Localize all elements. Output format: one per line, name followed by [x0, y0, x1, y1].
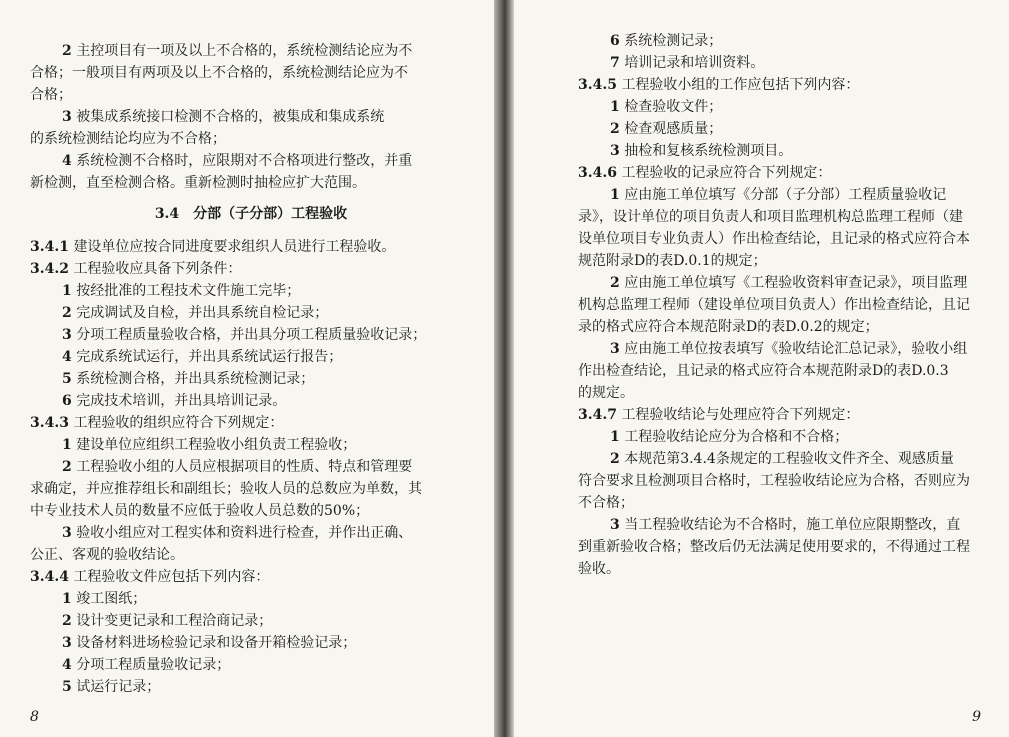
line-text: 分项工程质量验收合格，并出具分项工程质量验收记录； [76, 327, 427, 343]
clause-number: 2 [610, 451, 620, 467]
text-line [30, 40, 472, 62]
line-text: 合格； [30, 87, 72, 103]
text-line [30, 368, 472, 390]
line-text: 系统检测合格，并出具系统检测记录； [76, 371, 315, 387]
line-text: 被集成系统接口检测不合格的，被集成和集成系统 [76, 109, 385, 125]
clause-number: 3 [62, 109, 72, 125]
line-text: 完成调试及自检，并出具系统自检记录； [76, 305, 329, 321]
text-line [30, 610, 472, 632]
clause-number: 3.4.6 [578, 165, 617, 181]
text-line [578, 514, 987, 536]
clause-number: 3.4.3 [30, 415, 69, 431]
left-bottom-text [30, 236, 472, 698]
text-line [30, 500, 472, 522]
text-line [30, 676, 472, 698]
line-text: 完成技术培训，并出具培训记录。 [76, 393, 287, 409]
text-line [30, 566, 472, 588]
right-text [578, 30, 987, 580]
line-text: 完成系统试运行，并出具系统试运行报告； [76, 349, 343, 365]
clause-number: 1 [610, 429, 620, 445]
text-line [578, 250, 987, 272]
text-line [30, 346, 472, 368]
line-text: 竣工图纸； [76, 591, 147, 607]
book-gutter [494, 0, 514, 737]
text-line [30, 632, 472, 654]
clause-number: 3.4.2 [30, 261, 69, 277]
text-line [578, 96, 987, 118]
clause-number: 1 [62, 591, 72, 607]
line-text: 公正、客观的验收结论。 [30, 547, 184, 563]
clause-number: 3.4.4 [30, 569, 69, 585]
text-line [30, 302, 472, 324]
line-text: 工程验收的记录应符合下列规定： [621, 165, 832, 181]
text-line [30, 84, 472, 106]
line-text: 建设单位应组织工程验收小组负责工程验收； [76, 437, 357, 453]
clause-number: 1 [610, 99, 620, 115]
clause-number: 2 [610, 275, 620, 291]
clause-number: 1 [62, 437, 72, 453]
text-line [30, 324, 472, 346]
clause-number: 5 [62, 679, 72, 695]
text-line [578, 426, 987, 448]
right-page [514, 0, 1009, 737]
text-line [578, 382, 987, 404]
left-page [0, 0, 494, 737]
line-text: 系统检测不合格时，应限期对不合格项进行整改，并重 [76, 153, 413, 169]
line-text: 系统检测记录； [624, 33, 723, 49]
line-text: 录的格式应符合本规范附录D的表D.0.2的规定； [578, 319, 879, 335]
left-top-text [30, 40, 472, 194]
line-text: 检查观感质量； [624, 121, 723, 137]
line-text: 工程验收应具备下列条件： [73, 261, 242, 277]
clause-number: 6 [610, 33, 620, 49]
line-text: 的规定。 [578, 385, 634, 401]
clause-number: 5 [62, 371, 72, 387]
line-text: 培训记录和培训资料。 [624, 55, 765, 71]
text-line [578, 140, 987, 162]
line-text: 应由施工单位填写《分部（子分部）工程质量验收记 [624, 187, 947, 203]
text-line [578, 470, 987, 492]
line-text: 工程验收小组的工作应包括下列内容： [621, 77, 860, 93]
text-line [578, 558, 987, 580]
clause-number: 3 [62, 635, 72, 651]
clause-number: 3 [610, 341, 620, 357]
line-text: 工程验收小组的人员应根据项目的性质、特点和管理要 [76, 459, 413, 475]
line-text: 检查验收文件； [624, 99, 723, 115]
text-line [30, 128, 472, 150]
text-line [578, 52, 987, 74]
text-line [30, 654, 472, 676]
line-text: 符合要求且检测项目合格时，工程验收结论应为合格，否则应为 [578, 473, 970, 489]
clause-number: 3 [62, 327, 72, 343]
line-text: 求确定，并应推荐组长和副组长；验收人员的总数应为单数，其 [30, 481, 422, 497]
text-line [30, 150, 472, 172]
clause-number: 3.4.7 [578, 407, 617, 423]
clause-number: 3.4.5 [578, 77, 617, 93]
text-line [30, 236, 472, 258]
line-text: 设单位项目专业负责人）作出检查结论，且记录的格式应符合本 [578, 231, 970, 247]
line-text: 录》，设计单位的项目负责人和项目监理机构总监理工程师（建 [578, 209, 963, 225]
line-text: 验收小组应对工程实体和资料进行检查，并作出正确、 [76, 525, 413, 541]
text-line [30, 258, 472, 280]
text-line [578, 228, 987, 250]
line-text: 抽检和复核系统检测项目。 [624, 143, 793, 159]
text-line [578, 30, 987, 52]
clause-number: 3 [62, 525, 72, 541]
page-number-right: 9 [972, 709, 981, 725]
clause-number: 2 [62, 613, 72, 629]
line-text: 机构总监理工程师（建设单位项目负责人）作出检查结论，且记 [578, 297, 970, 313]
text-line [578, 404, 987, 426]
line-text: 工程验收文件应包括下列内容： [73, 569, 270, 585]
line-text: 验收。 [578, 561, 620, 577]
text-line [30, 106, 472, 128]
clause-number: 4 [62, 153, 72, 169]
text-line [30, 412, 472, 434]
line-text: 按经批准的工程技术文件施工完毕； [76, 283, 301, 299]
line-text: 主控项目有一项及以上不合格的，系统检测结论应为不 [76, 43, 413, 59]
text-line [578, 206, 987, 228]
text-line [30, 62, 472, 84]
line-text: 不合格； [578, 495, 634, 511]
text-line [30, 434, 472, 456]
text-line [30, 544, 472, 566]
text-line [578, 294, 987, 316]
line-text: 新检测，直至检测合格。重新检测时抽检应扩大范围。 [30, 175, 366, 191]
line-text: 合格；一般项目有两项及以上不合格的，系统检测结论应为不 [30, 65, 408, 81]
clause-number: 2 [62, 305, 72, 321]
text-line [578, 272, 987, 294]
clause-number: 6 [62, 393, 72, 409]
text-line [578, 536, 987, 558]
text-line [578, 184, 987, 206]
line-text: 设计变更记录和工程洽商记录； [76, 613, 273, 629]
section-heading: 3.4 分部（子分部）工程验收 [154, 206, 348, 222]
text-line [30, 280, 472, 302]
line-text: 中专业技术人员的数量不应低于验收人员总数的50%； [30, 503, 370, 519]
line-text: 分项工程质量验收记录； [76, 657, 231, 673]
line-text: 试运行记录； [76, 679, 161, 695]
text-line [578, 316, 987, 338]
line-text: 工程验收结论应分为合格和不合格； [624, 429, 849, 445]
text-line [578, 360, 987, 382]
text-line [30, 588, 472, 610]
clause-number: 1 [610, 187, 620, 203]
clause-number: 3 [610, 143, 620, 159]
clause-number: 4 [62, 349, 72, 365]
line-text: 工程验收的组织应符合下列规定： [73, 415, 284, 431]
line-text: 建设单位应按合同进度要求组织人员进行工程验收。 [73, 239, 396, 255]
text-line [30, 522, 472, 544]
line-text: 的系统检测结论均应为不合格； [30, 131, 226, 147]
clause-number: 1 [62, 283, 72, 299]
text-line [578, 492, 987, 514]
line-text: 应由施工单位按表填写《验收结论汇总记录》，验收小组 [624, 341, 968, 357]
clause-number: 2 [62, 43, 72, 59]
text-line [30, 456, 472, 478]
clause-number: 7 [610, 55, 620, 71]
text-line [30, 172, 472, 194]
line-text: 工程验收结论与处理应符合下列规定： [621, 407, 860, 423]
line-text: 应由施工单位填写《工程验收资料审查记录》，项目监理 [624, 275, 968, 291]
clause-number: 2 [610, 121, 620, 137]
text-line [578, 74, 987, 96]
text-line [578, 118, 987, 140]
clause-number: 4 [62, 657, 72, 673]
text-line [578, 162, 987, 184]
line-text: 规范附录D的表D.0.1的规定； [578, 253, 767, 269]
clause-number: 3 [610, 517, 620, 533]
line-text: 设备材料进场检验记录和设备开箱检验记录； [76, 635, 357, 651]
line-text: 到重新验收合格；整改后仍无法满足使用要求的，不得通过工程 [578, 539, 970, 555]
clause-number: 3.4.1 [30, 239, 69, 255]
text-line [30, 478, 472, 500]
page-number-left: 8 [30, 709, 39, 725]
line-text: 本规范第3.4.4条规定的工程验收文件齐全、观感质量 [624, 451, 954, 467]
text-line [578, 448, 987, 470]
text-line [30, 390, 472, 412]
line-text: 作出检查结论，且记录的格式应符合本规范附录D的表D.0.3 [578, 363, 949, 379]
text-line [578, 338, 987, 360]
line-text: 当工程验收结论为不合格时，施工单位应限期整改，直 [624, 517, 961, 533]
clause-number: 2 [62, 459, 72, 475]
